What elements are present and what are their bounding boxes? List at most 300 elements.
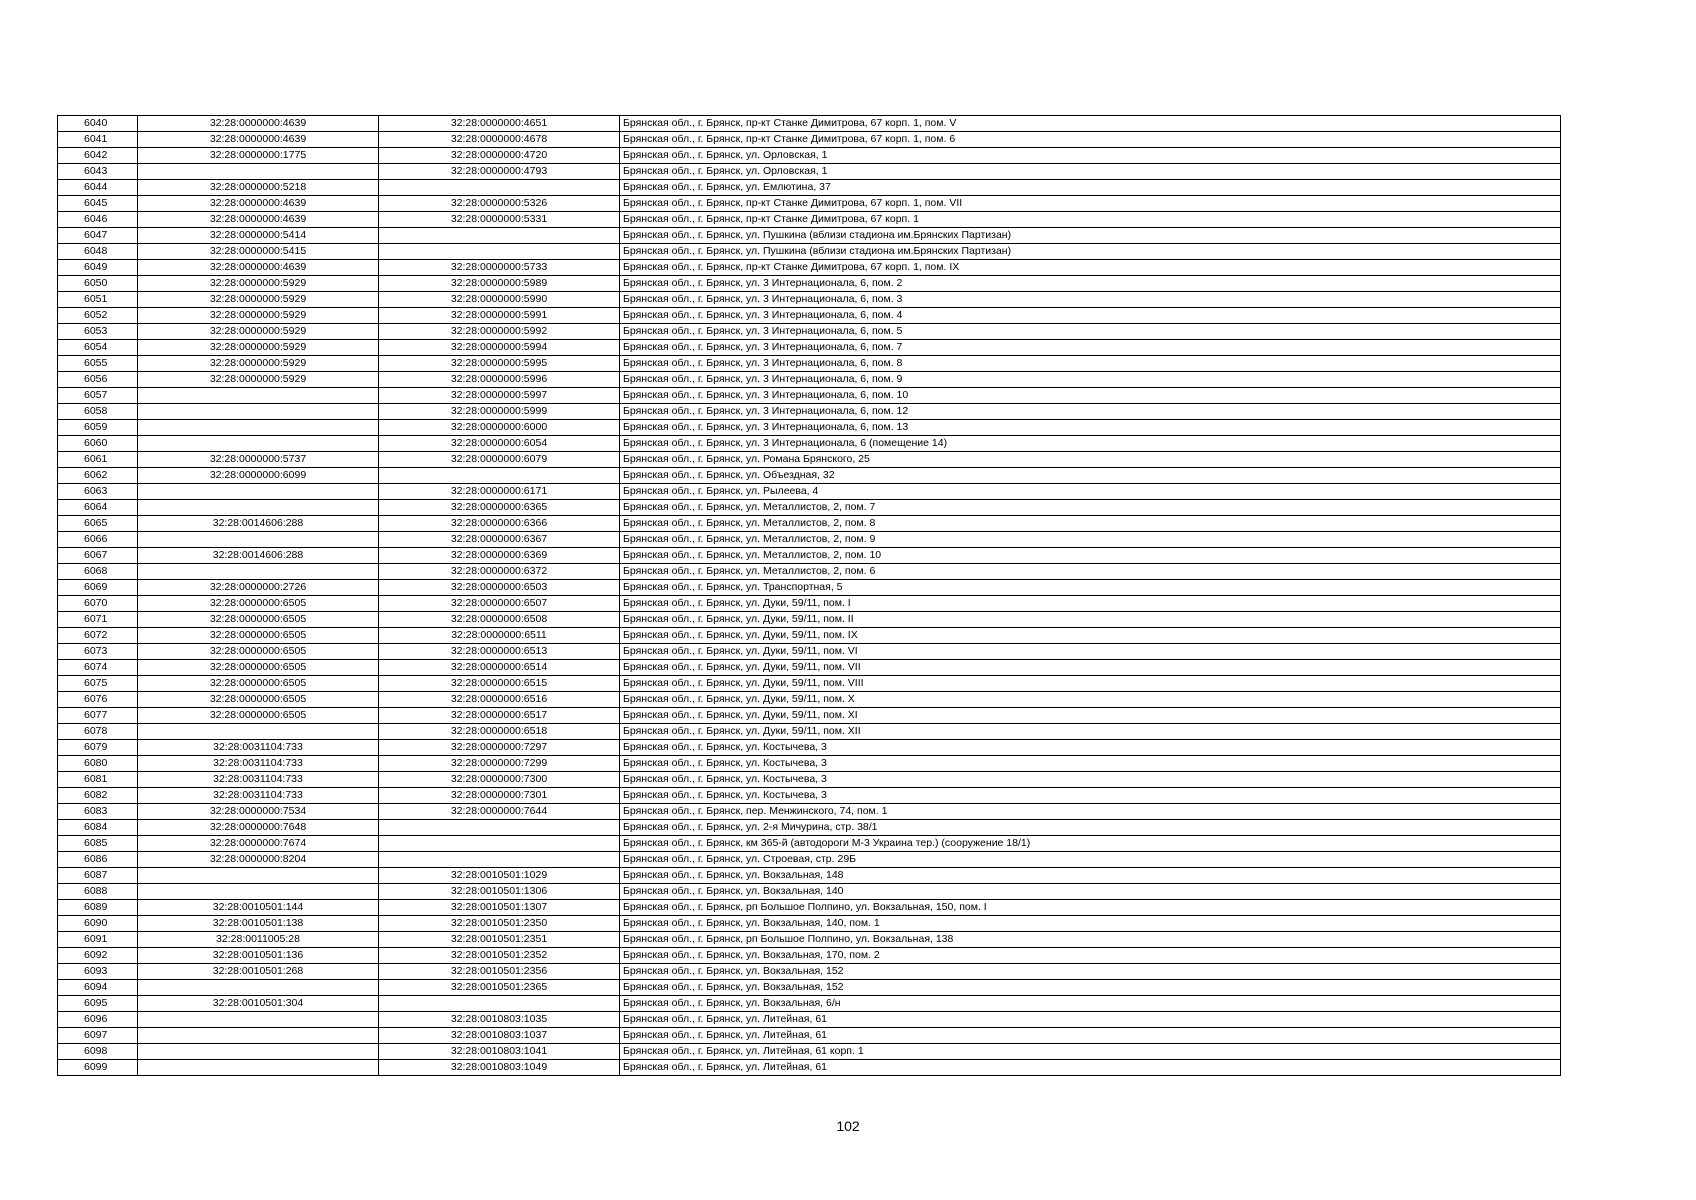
cadastral-number-cell: 32:28:0000000:6503: [379, 580, 620, 596]
address-cell: Брянская обл., г. Брянск, ул. Вокзальная, 148: [620, 868, 1561, 884]
registry-table: [57, 115, 1561, 1076]
parent-cadastral-number-cell: 32:28:0000000:5929: [138, 372, 379, 388]
parent-cadastral-number-cell: 32:28:0000000:5929: [138, 340, 379, 356]
table-row: [58, 548, 1561, 564]
row-number-cell: 6098: [58, 1044, 138, 1060]
cadastral-number-cell: 32:28:0000000:5997: [379, 388, 620, 404]
table-row: [58, 868, 1561, 884]
cadastral-number-cell: [379, 820, 620, 836]
row-number-cell: 6050: [58, 276, 138, 292]
table-row: [58, 596, 1561, 612]
parent-cadastral-number-cell: 32:28:0000000:4639: [138, 260, 379, 276]
cadastral-number-cell: 32:28:0000000:6171: [379, 484, 620, 500]
table-row: [58, 1044, 1561, 1060]
address-cell: Брянская обл., г. Брянск, ул. Дуки, 59/11, пом. VII: [620, 660, 1561, 676]
cadastral-number-cell: 32:28:0000000:5991: [379, 308, 620, 324]
cadastral-number-cell: 32:28:0000000:5992: [379, 324, 620, 340]
table-row: [58, 500, 1561, 516]
address-cell: Брянская обл., г. Брянск, пр-кт Станке Димитрова, 67 корп. 1: [620, 212, 1561, 228]
table-row: [58, 260, 1561, 276]
row-number-cell: 6085: [58, 836, 138, 852]
cadastral-number-cell: 32:28:0010501:2365: [379, 980, 620, 996]
cadastral-number-cell: 32:28:0000000:6511: [379, 628, 620, 644]
parent-cadastral-number-cell: [138, 388, 379, 404]
table-row: [58, 484, 1561, 500]
cadastral-number-cell: 32:28:0010803:1037: [379, 1028, 620, 1044]
row-number-cell: 6067: [58, 548, 138, 564]
table-row: [58, 724, 1561, 740]
cadastral-number-cell: 32:28:0010501:1029: [379, 868, 620, 884]
parent-cadastral-number-cell: 32:28:0000000:7534: [138, 804, 379, 820]
cadastral-number-cell: 32:28:0000000:6054: [379, 436, 620, 452]
cadastral-number-cell: [379, 180, 620, 196]
table-row: [58, 388, 1561, 404]
cadastral-number-cell: 32:28:0000000:7297: [379, 740, 620, 756]
table-row: [58, 836, 1561, 852]
table-row: [58, 804, 1561, 820]
cadastral-number-cell: 32:28:0010501:2352: [379, 948, 620, 964]
address-cell: Брянская обл., г. Брянск, ул. 3 Интернационала, 6, пом. 4: [620, 308, 1561, 324]
address-cell: Брянская обл., г. Брянск, ул. 3 Интернационала, 6, пом. 7: [620, 340, 1561, 356]
row-number-cell: 6059: [58, 420, 138, 436]
row-number-cell: 6065: [58, 516, 138, 532]
address-cell: Брянская обл., г. Брянск, ул. Металлистов, 2, пом. 10: [620, 548, 1561, 564]
address-cell: Брянская обл., г. Брянск, ул. Дуки, 59/11, пом. XI: [620, 708, 1561, 724]
cadastral-number-cell: [379, 228, 620, 244]
table-row: [58, 852, 1561, 868]
cadastral-number-cell: 32:28:0000000:6367: [379, 532, 620, 548]
address-cell: Брянская обл., г. Брянск, ул. 3 Интернационала, 6 (помещение 14): [620, 436, 1561, 452]
cadastral-number-cell: 32:28:0010803:1035: [379, 1012, 620, 1028]
table-row: [58, 932, 1561, 948]
row-number-cell: 6070: [58, 596, 138, 612]
row-number-cell: 6063: [58, 484, 138, 500]
row-number-cell: 6044: [58, 180, 138, 196]
address-cell: Брянская обл., г. Брянск, ул. Дуки, 59/11, пом. II: [620, 612, 1561, 628]
address-cell: Брянская обл., г. Брянск, ул. Дуки, 59/11, пом. XII: [620, 724, 1561, 740]
cadastral-number-cell: 32:28:0010501:1307: [379, 900, 620, 916]
parent-cadastral-number-cell: [138, 1028, 379, 1044]
address-cell: Брянская обл., г. Брянск, ул. 3 Интернационала, 6, пом. 2: [620, 276, 1561, 292]
table-row: [58, 612, 1561, 628]
address-cell: Брянская обл., г. Брянск, ул. Металлистов, 2, пом. 8: [620, 516, 1561, 532]
cadastral-number-cell: 32:28:0000000:4651: [379, 116, 620, 132]
table-row: [58, 180, 1561, 196]
cadastral-number-cell: 32:28:0000000:6516: [379, 692, 620, 708]
table-row: [58, 692, 1561, 708]
parent-cadastral-number-cell: 32:28:0000000:6505: [138, 596, 379, 612]
row-number-cell: 6080: [58, 756, 138, 772]
cadastral-number-cell: 32:28:0000000:6514: [379, 660, 620, 676]
row-number-cell: 6041: [58, 132, 138, 148]
cadastral-number-cell: 32:28:0000000:4793: [379, 164, 620, 180]
address-cell: Брянская обл., г. Брянск, ул. Емлютина, 37: [620, 180, 1561, 196]
parent-cadastral-number-cell: 32:28:0000000:6505: [138, 644, 379, 660]
cadastral-number-cell: 32:28:0010501:2350: [379, 916, 620, 932]
table-row: [58, 900, 1561, 916]
table-row: [58, 708, 1561, 724]
table-row: [58, 980, 1561, 996]
address-cell: Брянская обл., г. Брянск, ул. Вокзальная, 152: [620, 964, 1561, 980]
parent-cadastral-number-cell: [138, 724, 379, 740]
parent-cadastral-number-cell: 32:28:0031104:733: [138, 740, 379, 756]
parent-cadastral-number-cell: 32:28:0031104:733: [138, 756, 379, 772]
address-cell: Брянская обл., г. Брянск, ул. Дуки, 59/11, пом. VI: [620, 644, 1561, 660]
row-number-cell: 6076: [58, 692, 138, 708]
address-cell: Брянская обл., г. Брянск, ул. Рылеева, 4: [620, 484, 1561, 500]
row-number-cell: 6055: [58, 356, 138, 372]
table-row: [58, 404, 1561, 420]
address-cell: Брянская обл., г. Брянск, ул. Орловская, 1: [620, 164, 1561, 180]
table-row: [58, 148, 1561, 164]
cadastral-number-cell: 32:28:0000000:5994: [379, 340, 620, 356]
address-cell: Брянская обл., г. Брянск, ул. Романа Брянского, 25: [620, 452, 1561, 468]
address-cell: Брянская обл., г. Брянск, пер. Менжинского, 74, пом. 1: [620, 804, 1561, 820]
parent-cadastral-number-cell: 32:28:0000000:6505: [138, 612, 379, 628]
address-cell: Брянская обл., г. Брянск, ул. Орловская, 1: [620, 148, 1561, 164]
page-number: 102: [836, 1118, 860, 1134]
row-number-cell: 6081: [58, 772, 138, 788]
address-cell: Брянская обл., г. Брянск, ул. 3 Интернационала, 6, пом. 12: [620, 404, 1561, 420]
row-number-cell: 6092: [58, 948, 138, 964]
parent-cadastral-number-cell: 32:28:0010501:268: [138, 964, 379, 980]
parent-cadastral-number-cell: 32:28:0000000:2726: [138, 580, 379, 596]
parent-cadastral-number-cell: 32:28:0000000:6505: [138, 708, 379, 724]
parent-cadastral-number-cell: 32:28:0000000:5929: [138, 276, 379, 292]
parent-cadastral-number-cell: 32:28:0000000:8204: [138, 852, 379, 868]
parent-cadastral-number-cell: 32:28:0000000:5218: [138, 180, 379, 196]
cadastral-number-cell: 32:28:0000000:5989: [379, 276, 620, 292]
parent-cadastral-number-cell: 32:28:0000000:6505: [138, 660, 379, 676]
row-number-cell: 6046: [58, 212, 138, 228]
row-number-cell: 6064: [58, 500, 138, 516]
cadastral-number-cell: 32:28:0010501:2356: [379, 964, 620, 980]
cadastral-number-cell: 32:28:0000000:6369: [379, 548, 620, 564]
row-number-cell: 6091: [58, 932, 138, 948]
table-row: [58, 1028, 1561, 1044]
parent-cadastral-number-cell: [138, 404, 379, 420]
parent-cadastral-number-cell: [138, 500, 379, 516]
row-number-cell: 6060: [58, 436, 138, 452]
table-row: [58, 948, 1561, 964]
table-row: [58, 116, 1561, 132]
row-number-cell: 6045: [58, 196, 138, 212]
table-row: [58, 372, 1561, 388]
cadastral-number-cell: 32:28:0000000:4720: [379, 148, 620, 164]
cadastral-number-cell: 32:28:0010803:1041: [379, 1044, 620, 1060]
cadastral-number-cell: 32:28:0000000:6366: [379, 516, 620, 532]
parent-cadastral-number-cell: [138, 1044, 379, 1060]
address-cell: Брянская обл., г. Брянск, ул. Металлистов, 2, пом. 7: [620, 500, 1561, 516]
table-row: [58, 452, 1561, 468]
row-number-cell: 6079: [58, 740, 138, 756]
row-number-cell: 6082: [58, 788, 138, 804]
address-cell: Брянская обл., г. Брянск, пр-кт Станке Димитрова, 67 корп. 1, пом. VII: [620, 196, 1561, 212]
parent-cadastral-number-cell: 32:28:0000000:6505: [138, 692, 379, 708]
address-cell: Брянская обл., г. Брянск, ул. 3 Интернационала, 6, пом. 13: [620, 420, 1561, 436]
row-number-cell: 6057: [58, 388, 138, 404]
cadastral-number-cell: 32:28:0000000:6079: [379, 452, 620, 468]
row-number-cell: 6062: [58, 468, 138, 484]
address-cell: Брянская обл., г. Брянск, ул. 3 Интернационала, 6, пом. 10: [620, 388, 1561, 404]
row-number-cell: 6069: [58, 580, 138, 596]
row-number-cell: 6099: [58, 1060, 138, 1076]
address-cell: Брянская обл., г. Брянск, ул. 3 Интернационала, 6, пом. 9: [620, 372, 1561, 388]
address-cell: Брянская обл., г. Брянск, ул. Литейная, 61: [620, 1012, 1561, 1028]
row-number-cell: 6096: [58, 1012, 138, 1028]
cadastral-number-cell: 32:28:0000000:6365: [379, 500, 620, 516]
row-number-cell: 6093: [58, 964, 138, 980]
address-cell: Брянская обл., г. Брянск, ул. Пушкина (вблизи стадиона им.Брянских Партизан): [620, 228, 1561, 244]
cadastral-number-cell: 32:28:0000000:5999: [379, 404, 620, 420]
cadastral-number-cell: 32:28:0000000:5995: [379, 356, 620, 372]
parent-cadastral-number-cell: 32:28:0000000:4639: [138, 212, 379, 228]
table-row: [58, 996, 1561, 1012]
row-number-cell: 6040: [58, 116, 138, 132]
table-row: [58, 420, 1561, 436]
address-cell: Брянская обл., г. Брянск, ул. Вокзальная, 152: [620, 980, 1561, 996]
table-row: [58, 740, 1561, 756]
table-row: [58, 756, 1561, 772]
parent-cadastral-number-cell: 32:28:0010501:144: [138, 900, 379, 916]
cadastral-number-cell: 32:28:0000000:7644: [379, 804, 620, 820]
row-number-cell: 6094: [58, 980, 138, 996]
parent-cadastral-number-cell: [138, 1012, 379, 1028]
row-number-cell: 6077: [58, 708, 138, 724]
address-cell: Брянская обл., г. Брянск, ул. Литейная, 61: [620, 1028, 1561, 1044]
table-row: [58, 340, 1561, 356]
parent-cadastral-number-cell: 32:28:0000000:5929: [138, 324, 379, 340]
table-row: [58, 676, 1561, 692]
parent-cadastral-number-cell: [138, 980, 379, 996]
cadastral-number-cell: 32:28:0000000:6515: [379, 676, 620, 692]
parent-cadastral-number-cell: [138, 436, 379, 452]
row-number-cell: 6052: [58, 308, 138, 324]
address-cell: Брянская обл., г. Брянск, рп Большое Полпино, ул. Вокзальная, 150, пом. I: [620, 900, 1561, 916]
address-cell: Брянская обл., г. Брянск, ул. Металлистов, 2, пом. 6: [620, 564, 1561, 580]
row-number-cell: 6089: [58, 900, 138, 916]
cadastral-number-cell: 32:28:0010501:1306: [379, 884, 620, 900]
row-number-cell: 6087: [58, 868, 138, 884]
registry-table-body: [58, 116, 1561, 1076]
parent-cadastral-number-cell: 32:28:0000000:7674: [138, 836, 379, 852]
parent-cadastral-number-cell: 32:28:0000000:5415: [138, 244, 379, 260]
address-cell: Брянская обл., г. Брянск, ул. Дуки, 59/11, пом. IX: [620, 628, 1561, 644]
cadastral-number-cell: [379, 244, 620, 260]
cadastral-number-cell: 32:28:0000000:5326: [379, 196, 620, 212]
row-number-cell: 6049: [58, 260, 138, 276]
parent-cadastral-number-cell: 32:28:0010501:136: [138, 948, 379, 964]
cadastral-number-cell: 32:28:0000000:5331: [379, 212, 620, 228]
table-row: [58, 356, 1561, 372]
row-number-cell: 6078: [58, 724, 138, 740]
parent-cadastral-number-cell: 32:28:0000000:6505: [138, 676, 379, 692]
table-row: [58, 628, 1561, 644]
address-cell: Брянская обл., г. Брянск, ул. Дуки, 59/11, пом. X: [620, 692, 1561, 708]
address-cell: Брянская обл., г. Брянск, ул. Металлистов, 2, пом. 9: [620, 532, 1561, 548]
address-cell: Брянская обл., г. Брянск, ул. 3 Интернационала, 6, пом. 8: [620, 356, 1561, 372]
address-cell: Брянская обл., г. Брянск, ул. 3 Интернационала, 6, пом. 5: [620, 324, 1561, 340]
row-number-cell: 6086: [58, 852, 138, 868]
address-cell: Брянская обл., г. Брянск, ул. Транспортная, 5: [620, 580, 1561, 596]
table-row: [58, 308, 1561, 324]
parent-cadastral-number-cell: 32:28:0011005:28: [138, 932, 379, 948]
cadastral-number-cell: 32:28:0000000:7300: [379, 772, 620, 788]
parent-cadastral-number-cell: [138, 868, 379, 884]
address-cell: Брянская обл., г. Брянск, ул. 2-я Мичурина, стр. 38/1: [620, 820, 1561, 836]
table-row: [58, 580, 1561, 596]
table-row: [58, 276, 1561, 292]
cadastral-number-cell: 32:28:0010501:2351: [379, 932, 620, 948]
address-cell: Брянская обл., г. Брянск, ул. Вокзальная, 140, пом. 1: [620, 916, 1561, 932]
table-row: [58, 436, 1561, 452]
table-row: [58, 1012, 1561, 1028]
address-cell: Брянская обл., г. Брянск, пр-кт Станке Димитрова, 67 корп. 1, пом. V: [620, 116, 1561, 132]
table-row: [58, 244, 1561, 260]
parent-cadastral-number-cell: 32:28:0000000:5929: [138, 356, 379, 372]
address-cell: Брянская обл., г. Брянск, ул. Костычева, 3: [620, 756, 1561, 772]
cadastral-number-cell: [379, 468, 620, 484]
cadastral-number-cell: 32:28:0000000:6507: [379, 596, 620, 612]
cadastral-number-cell: 32:28:0000000:7299: [379, 756, 620, 772]
address-cell: Брянская обл., г. Брянск, ул. 3 Интернационала, 6, пом. 3: [620, 292, 1561, 308]
parent-cadastral-number-cell: 32:28:0000000:6505: [138, 628, 379, 644]
row-number-cell: 6043: [58, 164, 138, 180]
cadastral-number-cell: [379, 996, 620, 1012]
parent-cadastral-number-cell: [138, 1060, 379, 1076]
address-cell: Брянская обл., г. Брянск, ул. Вокзальная, 140: [620, 884, 1561, 900]
row-number-cell: 6054: [58, 340, 138, 356]
table-row: [58, 964, 1561, 980]
row-number-cell: 6066: [58, 532, 138, 548]
table-row: [58, 532, 1561, 548]
parent-cadastral-number-cell: 32:28:0000000:5737: [138, 452, 379, 468]
address-cell: Брянская обл., г. Брянск, пр-кт Станке Димитрова, 67 корп. 1, пом. IX: [620, 260, 1561, 276]
row-number-cell: 6068: [58, 564, 138, 580]
row-number-cell: 6053: [58, 324, 138, 340]
cadastral-number-cell: 32:28:0000000:4678: [379, 132, 620, 148]
address-cell: Брянская обл., г. Брянск, ул. Объездная, 32: [620, 468, 1561, 484]
address-cell: Брянская обл., г. Брянск, ул. Вокзальная, 6/н: [620, 996, 1561, 1012]
address-cell: Брянская обл., г. Брянск, ул. Костычева, 3: [620, 740, 1561, 756]
parent-cadastral-number-cell: 32:28:0000000:5929: [138, 292, 379, 308]
row-number-cell: 6071: [58, 612, 138, 628]
table-row: [58, 292, 1561, 308]
row-number-cell: 6097: [58, 1028, 138, 1044]
cadastral-number-cell: 32:28:0000000:5733: [379, 260, 620, 276]
row-number-cell: 6042: [58, 148, 138, 164]
row-number-cell: 6084: [58, 820, 138, 836]
address-cell: Брянская обл., г. Брянск, ул. Дуки, 59/11, пом. VIII: [620, 676, 1561, 692]
parent-cadastral-number-cell: [138, 532, 379, 548]
cadastral-number-cell: 32:28:0000000:7301: [379, 788, 620, 804]
parent-cadastral-number-cell: 32:28:0010501:138: [138, 916, 379, 932]
parent-cadastral-number-cell: [138, 484, 379, 500]
row-number-cell: 6088: [58, 884, 138, 900]
row-number-cell: 6061: [58, 452, 138, 468]
cadastral-number-cell: 32:28:0000000:6508: [379, 612, 620, 628]
parent-cadastral-number-cell: [138, 884, 379, 900]
row-number-cell: 6075: [58, 676, 138, 692]
table-row: [58, 884, 1561, 900]
parent-cadastral-number-cell: 32:28:0014606:288: [138, 548, 379, 564]
cadastral-number-cell: 32:28:0010803:1049: [379, 1060, 620, 1076]
address-cell: Брянская обл., г. Брянск, рп Большое Полпино, ул. Вокзальная, 138: [620, 932, 1561, 948]
parent-cadastral-number-cell: 32:28:0014606:288: [138, 516, 379, 532]
row-number-cell: 6072: [58, 628, 138, 644]
parent-cadastral-number-cell: 32:28:0000000:6099: [138, 468, 379, 484]
row-number-cell: 6083: [58, 804, 138, 820]
cadastral-number-cell: [379, 836, 620, 852]
parent-cadastral-number-cell: 32:28:0031104:733: [138, 788, 379, 804]
address-cell: Брянская обл., г. Брянск, ул. Литейная, 61 корп. 1: [620, 1044, 1561, 1060]
table-row: [58, 916, 1561, 932]
cadastral-number-cell: 32:28:0000000:6518: [379, 724, 620, 740]
table-row: [58, 564, 1561, 580]
row-number-cell: 6074: [58, 660, 138, 676]
address-cell: Брянская обл., г. Брянск, ул. Строевая, стр. 29Б: [620, 852, 1561, 868]
address-cell: Брянская обл., г. Брянск, ул. Дуки, 59/11, пом. I: [620, 596, 1561, 612]
table-row: [58, 516, 1561, 532]
table-row: [58, 324, 1561, 340]
parent-cadastral-number-cell: 32:28:0000000:7648: [138, 820, 379, 836]
cadastral-number-cell: [379, 852, 620, 868]
row-number-cell: 6073: [58, 644, 138, 660]
row-number-cell: 6047: [58, 228, 138, 244]
row-number-cell: 6048: [58, 244, 138, 260]
parent-cadastral-number-cell: 32:28:0000000:5929: [138, 308, 379, 324]
cadastral-number-cell: 32:28:0000000:5990: [379, 292, 620, 308]
parent-cadastral-number-cell: [138, 564, 379, 580]
table-row: [58, 132, 1561, 148]
table-row: [58, 212, 1561, 228]
address-cell: Брянская обл., г. Брянск, ул. Вокзальная, 170, пом. 2: [620, 948, 1561, 964]
table-row: [58, 196, 1561, 212]
table-row: [58, 772, 1561, 788]
address-cell: Брянская обл., г. Брянск, ул. Пушкина (вблизи стадиона им.Брянских Партизан): [620, 244, 1561, 260]
cadastral-number-cell: 32:28:0000000:6372: [379, 564, 620, 580]
row-number-cell: 6058: [58, 404, 138, 420]
row-number-cell: 6051: [58, 292, 138, 308]
parent-cadastral-number-cell: [138, 420, 379, 436]
parent-cadastral-number-cell: [138, 164, 379, 180]
row-number-cell: 6095: [58, 996, 138, 1012]
table-row: [58, 228, 1561, 244]
address-cell: Брянская обл., г. Брянск, пр-кт Станке Димитрова, 67 корп. 1, пом. 6: [620, 132, 1561, 148]
parent-cadastral-number-cell: 32:28:0031104:733: [138, 772, 379, 788]
cadastral-number-cell: 32:28:0000000:6513: [379, 644, 620, 660]
cadastral-number-cell: 32:28:0000000:6000: [379, 420, 620, 436]
parent-cadastral-number-cell: 32:28:0000000:4639: [138, 132, 379, 148]
address-cell: Брянская обл., г. Брянск, ул. Костычева, 3: [620, 772, 1561, 788]
parent-cadastral-number-cell: 32:28:0000000:5414: [138, 228, 379, 244]
table-row: [58, 660, 1561, 676]
cadastral-number-cell: 32:28:0000000:6517: [379, 708, 620, 724]
parent-cadastral-number-cell: 32:28:0000000:4639: [138, 196, 379, 212]
row-number-cell: 6056: [58, 372, 138, 388]
address-cell: Брянская обл., г. Брянск, ул. Литейная, 61: [620, 1060, 1561, 1076]
table-row: [58, 644, 1561, 660]
parent-cadastral-number-cell: 32:28:0000000:1775: [138, 148, 379, 164]
table-row: [58, 468, 1561, 484]
table-row: [58, 820, 1561, 836]
table-row: [58, 1060, 1561, 1076]
address-cell: Брянская обл., г. Брянск, км 365-й (автодороги М-3 Украина тер.) (сооружение 18/1): [620, 836, 1561, 852]
address-cell: Брянская обл., г. Брянск, ул. Костычева, 3: [620, 788, 1561, 804]
parent-cadastral-number-cell: 32:28:0010501:304: [138, 996, 379, 1012]
table-row: [58, 788, 1561, 804]
cadastral-number-cell: 32:28:0000000:5996: [379, 372, 620, 388]
